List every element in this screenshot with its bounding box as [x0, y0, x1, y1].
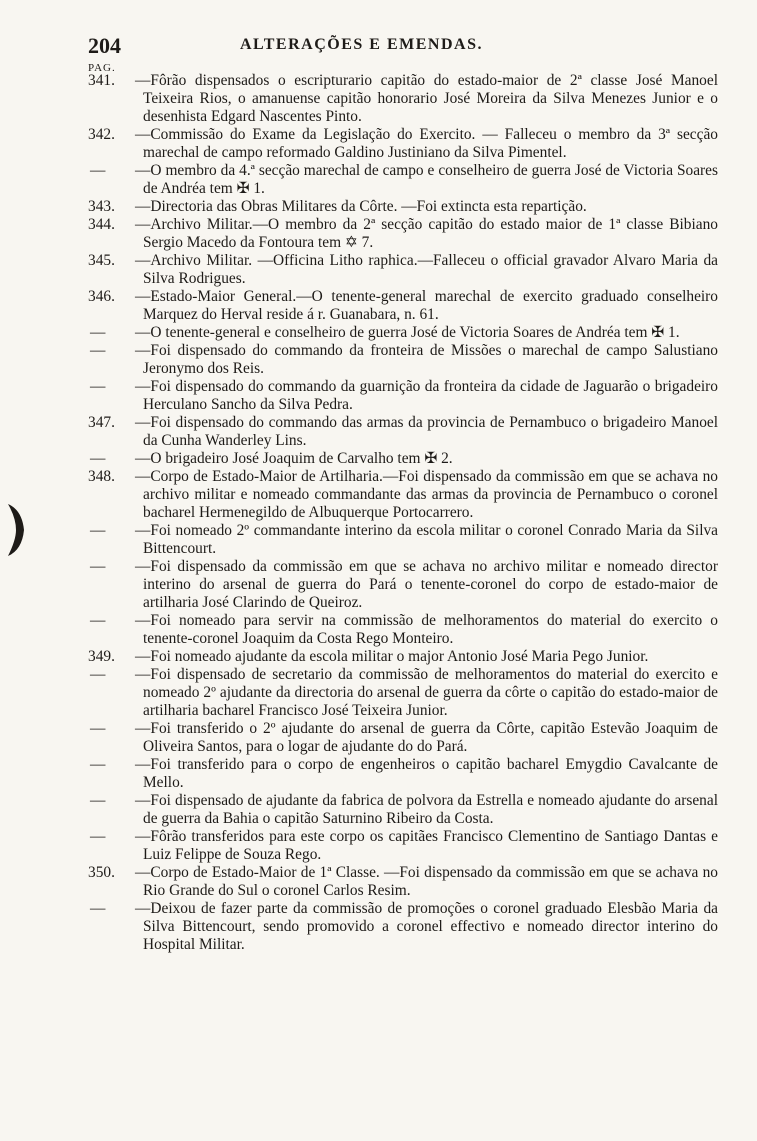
entry-number: —: [90, 522, 106, 539]
entry-text: —O tenente-general e conselheiro de guerra José de Victoria Soares de Andréa tem ✠ 1.: [135, 324, 680, 341]
entry-text: —Corpo de Estado-Maior de Artilharia.—Foi dispensado da commissão em que se achava no archivo militar e nomeado commandante das armas da provincia de Pernambuco o coronel bacharel Hermenegildo de Albuquerque Portocarrero.: [135, 468, 718, 521]
entry-number: —: [90, 450, 106, 467]
entry: [88, 252, 718, 288]
entry-text: —Foi nomeado 2º commandante interino da escola militar o coronel Conrado Maria da Silva Bittencourt.: [135, 522, 718, 557]
entry-text: —Foi transferido o 2º ajudante do arsenal de guerra da Côrte, capitão Estevão Joaquim de Oliveira Santos, para o logar de ajudante do do Pará.: [135, 720, 718, 755]
entry-number: 346.: [88, 288, 115, 305]
entry-text: —Foi dispensado do commando da guarnição da fronteira da cidade de Jaguarão o brigadeiro Herculano Sancho da Silva Pedra.: [135, 378, 718, 413]
entry-text: —Foi dispensado de ajudante da fabrica de polvora da Estrella e nomeado ajudante do arsenal de guerra da Bahia o capitão Saturnino Ribeiro da Costa.: [135, 792, 718, 827]
entry: [88, 792, 718, 828]
entry: [88, 216, 718, 252]
entry-number: 347.: [88, 414, 115, 431]
entry: [88, 72, 718, 126]
entry: [88, 288, 718, 324]
entry: [88, 126, 718, 162]
entry-text: —Fôrão transferidos para este corpo os capitães Francisco Clementino de Santiago Dantas e Luiz Felippe de Souza Rego.: [135, 828, 718, 863]
entry-text: —Directoria das Obras Militares da Côrte. —Foi extincta esta repartição.: [135, 198, 587, 215]
entry-text: —Foi transferido para o corpo de engenheiros o capitão bacharel Emygdio Cavalcante de Mello.: [135, 756, 718, 791]
entry-text: —Archivo Militar. —Officina Litho raphica.—Falleceu o official gravador Alvaro Maria da Silva Rodrigues.: [135, 252, 718, 287]
entry: [88, 522, 718, 558]
page-number: 204: [88, 33, 121, 58]
entry-number: —: [90, 378, 106, 395]
entry-text: —Corpo de Estado-Maior de 1ª Classe. —Foi dispensado da commissão em que se achava no Rio Grande do Sul o coronel Carlos Resim.: [135, 864, 718, 899]
entry-text: —Commissão do Exame da Legislação do Exercito. — Falleceu o membro da 3ª secção marechal de campo reformado Galdino Justiniano da Silva Pimentel.: [135, 126, 718, 161]
entry-number: —: [90, 720, 106, 737]
entry-text: —Foi nomeado ajudante da escola militar o major Antonio José Maria Pego Junior.: [135, 648, 649, 665]
entries-list: [88, 72, 718, 954]
entry: [88, 828, 718, 864]
entry-text: —Foi dispensado da commissão em que se achava no archivo militar e nomeado director interino do arsenal de guerra do Pará o tenente-coronel do corpo de estado-maior de artilharia José Clarindo de Queiroz.: [135, 558, 718, 611]
entry: [88, 468, 718, 522]
entry-text: —Foi dispensado do commando das armas da provincia de Pernambuco o brigadeiro Manoel da Cunha Wanderley Lins.: [135, 414, 718, 449]
entry: [88, 612, 718, 648]
running-header: [88, 33, 718, 61]
entry-text: —Fôrão dispensados o escripturario capitão do estado-maior de 2ª classe José Manoel Teixeira Rios, o amanuense capitão honorario José Moreira da Silva Menezes Junior e o desenhista Edgard Nascentes Pinto.: [135, 72, 718, 125]
entry: [88, 198, 718, 216]
entry-text: —Archivo Militar.—O membro da 2ª secção capitão do estado maior de 1ª classe Bibiano Sergio Macedo da Fontoura tem ✡ 7.: [135, 216, 718, 251]
entry-number: 349.: [88, 648, 115, 665]
entry-number: —: [90, 900, 106, 917]
entry-number: —: [90, 558, 106, 575]
entry: [88, 864, 718, 900]
entry: [88, 450, 718, 468]
entry-number: —: [90, 342, 106, 359]
entry: [88, 558, 718, 612]
entry-number: —: [90, 666, 106, 683]
entry: [88, 648, 718, 666]
entry: [88, 324, 718, 342]
entry-text: —Foi nomeado para servir na commissão de melhoramentos do material do exercito o tenente-coronel Joaquim da Costa Rego Monteiro.: [135, 612, 718, 647]
entry: [88, 756, 718, 792]
entry-number: 348.: [88, 468, 115, 485]
entry-number: —: [90, 612, 106, 629]
entry-number: —: [90, 828, 106, 845]
margin-bracket-mark: [2, 500, 28, 560]
entry-number: —: [90, 756, 106, 773]
entry-number: 343.: [88, 198, 115, 215]
entry-text: —Deixou de fazer parte da commissão de promoções o coronel graduado Elesbão Maria da Silva Bittencourt, sendo promovido a coronel effectivo e nomeado director interino do Hospital Militar.: [135, 900, 718, 953]
entry-number: 341.: [88, 72, 115, 89]
entry-text: —O brigadeiro José Joaquim de Carvalho tem ✠ 2.: [135, 450, 453, 467]
entry-number: 342.: [88, 126, 115, 143]
entry: [88, 378, 718, 414]
pag-label: PAG.: [88, 62, 116, 74]
entry: [88, 414, 718, 450]
entry-text: —Foi dispensado do commando da fronteira de Missões o marechal de campo Salustiano Jeronymo dos Reis.: [135, 342, 718, 377]
entry-number: —: [90, 324, 106, 341]
entry-text: —Foi dispensado de secretario da commissão de melhoramentos do material do exercito e nomeado 2º ajudante da directoria do arsenal de guerra da côrte o capitão do estado-maior de artilharia bacharel Francisco José Teixeira Junior.: [135, 666, 718, 719]
entry-text: —O membro da 4.ª secção marechal de campo e conselheiro de guerra José de Victoria Soares de Andréa tem ✠ 1.: [135, 162, 718, 197]
entry-number: 350.: [88, 864, 115, 881]
entry-number: —: [90, 792, 106, 809]
entry-text: —Estado-Maior General.—O tenente-general marechal de exercito graduado conselheiro Marquez do Herval reside á r. Guanabara, n. 61.: [135, 288, 718, 323]
entry: [88, 342, 718, 378]
entry: [88, 900, 718, 954]
entry-number: —: [90, 162, 106, 179]
entry-number: 344.: [88, 216, 115, 233]
entry-number: 345.: [88, 252, 115, 269]
running-title: ALTERAÇÕES E EMENDAS.: [240, 36, 483, 53]
entry: [88, 162, 718, 198]
entry: [88, 666, 718, 720]
entry: [88, 720, 718, 756]
